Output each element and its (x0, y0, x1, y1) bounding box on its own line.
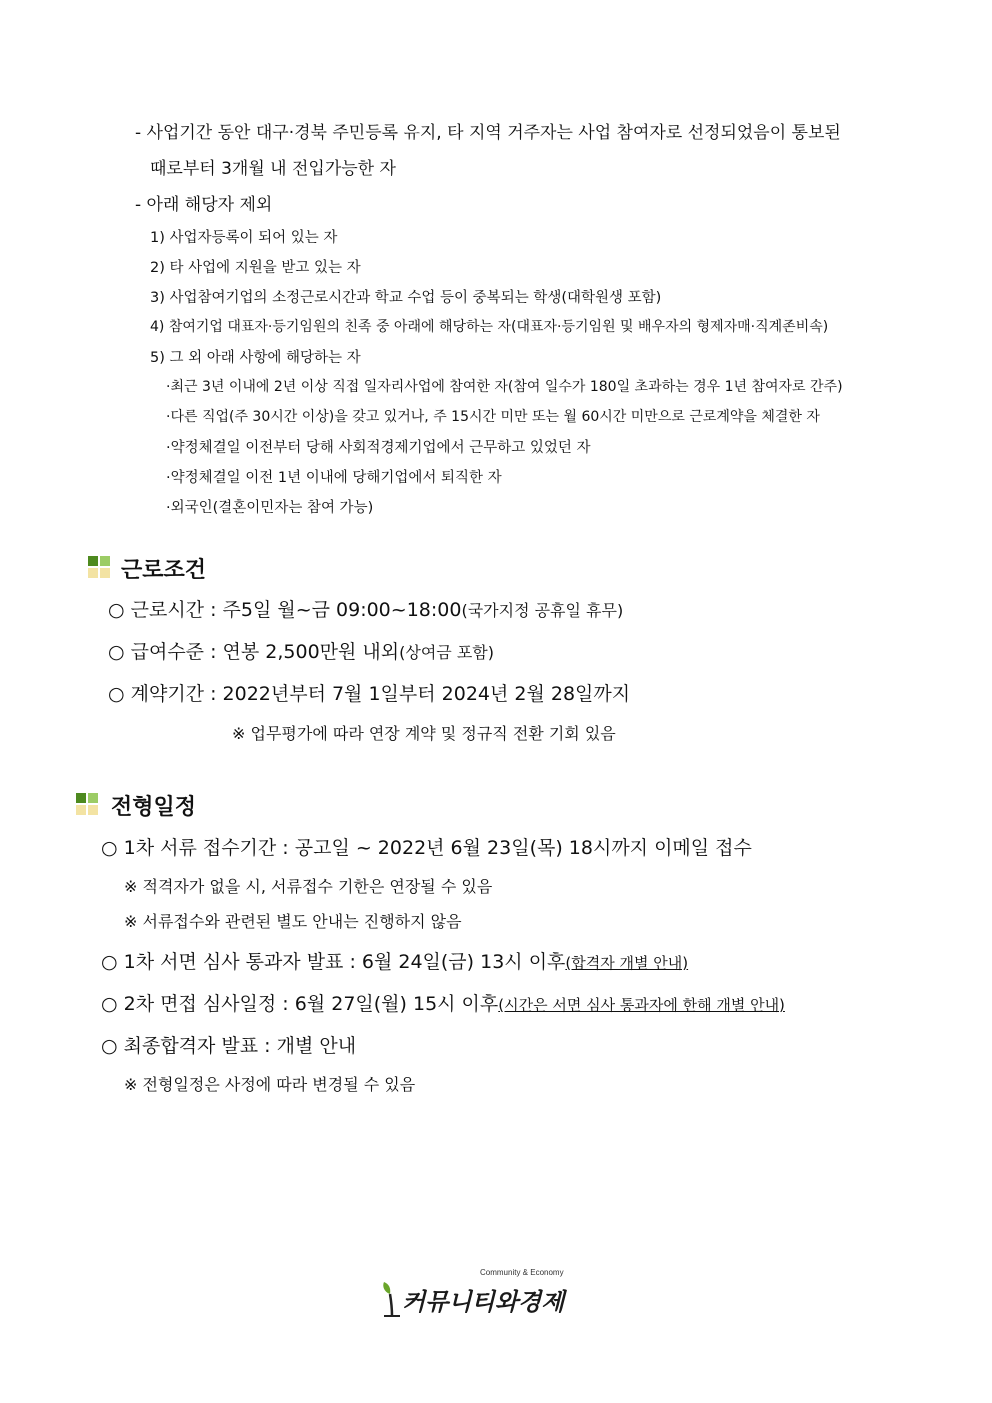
schedule-step-1: ○ 1차 서류 접수기간 : 공고일 ~ 2022년 6월 23일(목) 18시까지 이메일 접수 (101, 837, 752, 859)
exclusion-subitem: ·외국인(결혼이민자는 참여 가능) (166, 500, 374, 516)
logo-subtitle: Community & Economy (480, 1268, 564, 1277)
condition-hours: ○ 근로시간 : 주5일 월~금 09:00~18:00(국가지정 공휴일 휴무) (108, 599, 624, 621)
condition-salary: ○ 급여수준 : 연봉 2,500만원 내외(상여금 포함) (108, 641, 494, 663)
schedule-step-4: ○ 최종합격자 발표 : 개별 안내 (101, 1035, 357, 1057)
eligibility-line-1a: - 사업기간 동안 대구·경북 주민등록 유지, 타 지역 거주자는 사업 참여자로 선정되었음이 통보된 (135, 123, 841, 143)
schedule-step-2: ○ 1차 서면 심사 통과자 발표 : 6월 24일(금) 13시 이후(합격자 개별 안내) (101, 951, 689, 973)
exclusion-item: 3) 사업참여기업의 소정근로시간과 학교 수업 등이 중복되는 학생(대학원생 포함) (150, 290, 662, 306)
schedule-step-1-note: ※ 서류접수와 관련된 별도 안내는 진행하지 않음 (124, 912, 462, 931)
exclusion-item: 5) 그 외 아래 사항에 해당하는 자 (150, 350, 361, 366)
schedule-final-note: ※ 전형일정은 사정에 따라 변경될 수 있음 (124, 1075, 416, 1094)
schedule-step-1-note: ※ 적격자가 없을 시, 서류접수 기한은 연장될 수 있음 (124, 877, 493, 896)
logo-name: 커뮤니티와경제 (402, 1287, 565, 1316)
condition-contract: ○ 계약기간 : 2022년부터 7월 1일부터 2024년 2월 28일까지 (108, 683, 631, 705)
eligibility-line-1b: 때로부터 3개월 내 전입가능한 자 (150, 159, 396, 179)
contract-note: ※ 업무평가에 따라 연장 계약 및 정규직 전환 기회 있음 (232, 724, 616, 743)
exclusion-subitem: ·약정체결일 이전부터 당해 사회적경제기업에서 근무하고 있었던 자 (166, 440, 591, 456)
exclusion-subitem: ·약정체결일 이전 1년 이내에 당해기업에서 퇴직한 자 (166, 470, 502, 486)
sprout-icon (380, 1278, 404, 1318)
eligibility-line-2: - 아래 해당자 제외 (135, 195, 273, 215)
logo (380, 1268, 580, 1318)
schedule-step-3: ○ 2차 면접 심사일정 : 6월 27일(월) 15시 이후(시간은 서면 심사 통과자에 한해 개별 안내) (101, 993, 785, 1015)
exclusion-item: 1) 사업자등록이 되어 있는 자 (150, 230, 338, 246)
exclusion-subitem: ·최근 3년 이내에 2년 이상 직접 일자리사업에 참여한 자(참여 일수가 180일 초과하는 경우 1년 참여자로 간주) (166, 379, 843, 395)
section-title-schedule: 전형일정 (111, 795, 197, 820)
section-title-conditions: 근로조건 (121, 558, 207, 583)
exclusion-item: 4) 참여기업 대표자·등기임원의 친족 중 아래에 해당하는 자(대표자·등기임원 및 배우자의 형제자매·직계존비속) (150, 319, 829, 335)
exclusion-item: 2) 타 사업에 지원을 받고 있는 자 (150, 260, 361, 276)
exclusion-subitem: ·다른 직업(주 30시간 이상)을 갖고 있거나, 주 15시간 미만 또는 월 60시간 미만으로 근로계약을 체결한 자 (166, 409, 820, 425)
